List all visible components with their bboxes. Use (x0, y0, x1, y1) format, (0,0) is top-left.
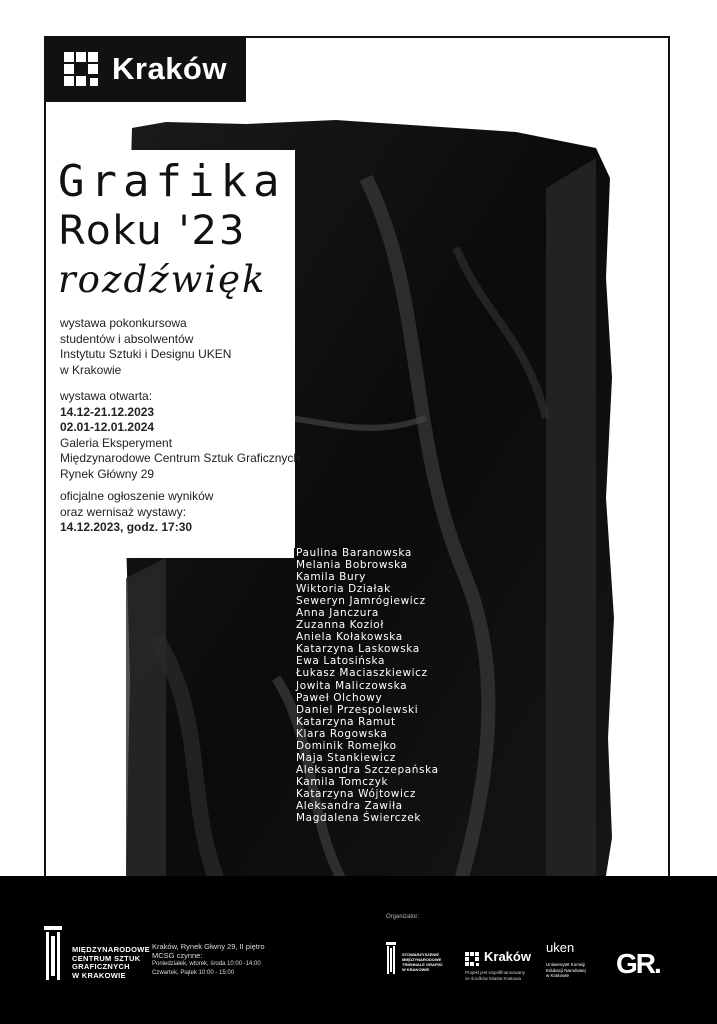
uken-logo-text: uken (546, 940, 575, 955)
title-line-2: Roku '23 (58, 208, 247, 254)
sgtg-name-line: MIĘDZYNARODOWE (402, 957, 442, 962)
mcsg-name-line: CENTRUM SZTUK (72, 953, 141, 963)
artist-name: Paweł Olchowy (296, 691, 383, 704)
sgtg-name (402, 952, 442, 972)
artist-name: Łukasz Maciaszkiewicz (296, 667, 428, 680)
title-line-1: Grafika (58, 156, 286, 207)
mcsg-tower-icon (44, 926, 62, 980)
institution: Międzynarodowe Centrum Sztuk Graficznych (60, 451, 301, 465)
artists-list (296, 547, 439, 824)
artist-name: Paulina Baranowska (296, 547, 412, 559)
sgtg-name-line: STOWARZYSZENIE (402, 952, 440, 957)
opening-announcement (60, 489, 213, 536)
venue: Galeria Eksperyment (60, 435, 173, 450)
artist-name: Klara Rogowska (296, 727, 388, 740)
mcsg-name-line: MIĘDZYNARODOWE (72, 945, 150, 954)
sgtg-tower-icon (386, 942, 396, 974)
artist-name: Kamila Bury (296, 571, 366, 584)
dates-second: 02.01-12.01.2024 (60, 420, 155, 434)
sgtg-name-line: W KRAKOWIE (402, 967, 430, 972)
description-line: studentów i absolwentów (60, 331, 194, 346)
uken-name-line: Edukacji Narodowej (546, 967, 586, 973)
mcsg-name (72, 946, 150, 980)
artist-name: Aniela Kołakowska (296, 631, 403, 644)
mcsg-name-line: W KRAKOWIE (72, 970, 126, 980)
krakow-logo-icon (64, 52, 98, 86)
artist-name: Katarzyna Laskowska (296, 643, 420, 656)
exhibition-description (60, 316, 231, 378)
organizer-label: Organizator: (386, 914, 420, 920)
announcement-line: oraz wernisaż wystawy: (60, 504, 187, 519)
description-line: w Krakowie (60, 362, 122, 377)
artist-name: Daniel Przespolewski (296, 703, 419, 716)
artist-name: Katarzyna Ramut (296, 715, 396, 728)
description-line: Instytutu Sztuki i Designu UKEN (60, 347, 232, 361)
uken-full-name (546, 962, 586, 979)
funding-line: Projekt jest współfinansowany (465, 970, 526, 975)
artist-name: Melania Bobrowska (296, 559, 408, 572)
panel-step (126, 546, 294, 558)
address: Rynek Główny 29 (60, 466, 155, 481)
dates-first: 14.12-21.12.2023 (60, 404, 155, 419)
artist-name: Anna Janczura (296, 607, 379, 620)
artist-name: Magdalena Świerczek (296, 812, 422, 825)
artist-name: Jowita Maliczowska (296, 679, 408, 692)
artist-name: Aleksandra Zawiła (296, 799, 403, 812)
uken-name-line: Uniwersytet Komisji (546, 962, 586, 967)
artist-name: Kamila Tomczyk (296, 775, 389, 788)
krakow-footer-icon (465, 952, 479, 966)
address-line: Kraków, Rynek Głwny 29, II piętro (152, 942, 265, 951)
announcement-line: oficjalne ogłoszenie wyników (60, 489, 214, 503)
hours-line: Poniedziałek, wtorek, środa 10:00 -14:00 (152, 961, 261, 967)
artist-name: Zuzanna Kozioł (296, 619, 384, 632)
footer (0, 876, 717, 1024)
left-panel (52, 548, 120, 893)
open-label: wystawa otwarta: (60, 389, 153, 403)
artist-name: Maja Stankiewicz (296, 751, 396, 764)
artist-name: Ewa Latosińska (296, 655, 386, 668)
artist-name: Dominik Romejko (296, 739, 397, 752)
description-line: wystawa pokonkursowa (60, 316, 187, 330)
uken-name-line: w Krakowie (546, 973, 570, 978)
artist-name: Aleksandra Szczepańska (296, 763, 439, 776)
hours-line: Czwartek, Piątek 10:00 - 15:00 (152, 970, 235, 976)
krakow-footer-text: Kraków (484, 949, 531, 964)
artist-name: Katarzyna Wójtowicz (296, 787, 416, 800)
krakow-funding-note (465, 970, 525, 981)
exhibition-dates (60, 389, 300, 482)
gr-logo: GR. (616, 948, 660, 979)
krakow-logo (44, 36, 246, 102)
mcsg-name-line: GRAFICZNYCH (72, 962, 130, 971)
krakow-logo-text: Kraków (112, 51, 227, 86)
funding-line: ze środków Miasta Krakowa (465, 975, 522, 981)
hours-label: MCSG czynne: (152, 951, 203, 960)
artist-name: Wiktoria Działak (296, 583, 391, 596)
mcsg-address (152, 942, 265, 978)
sgtg-name-line: TRIENNALE GRAFIKI (402, 962, 443, 967)
opening-datetime: 14.12.2023, godz. 17:30 (60, 520, 193, 534)
artist-name: Seweryn Jamrógiewicz (296, 595, 426, 608)
exhibition-subtitle: rozdźwięk (58, 258, 267, 301)
